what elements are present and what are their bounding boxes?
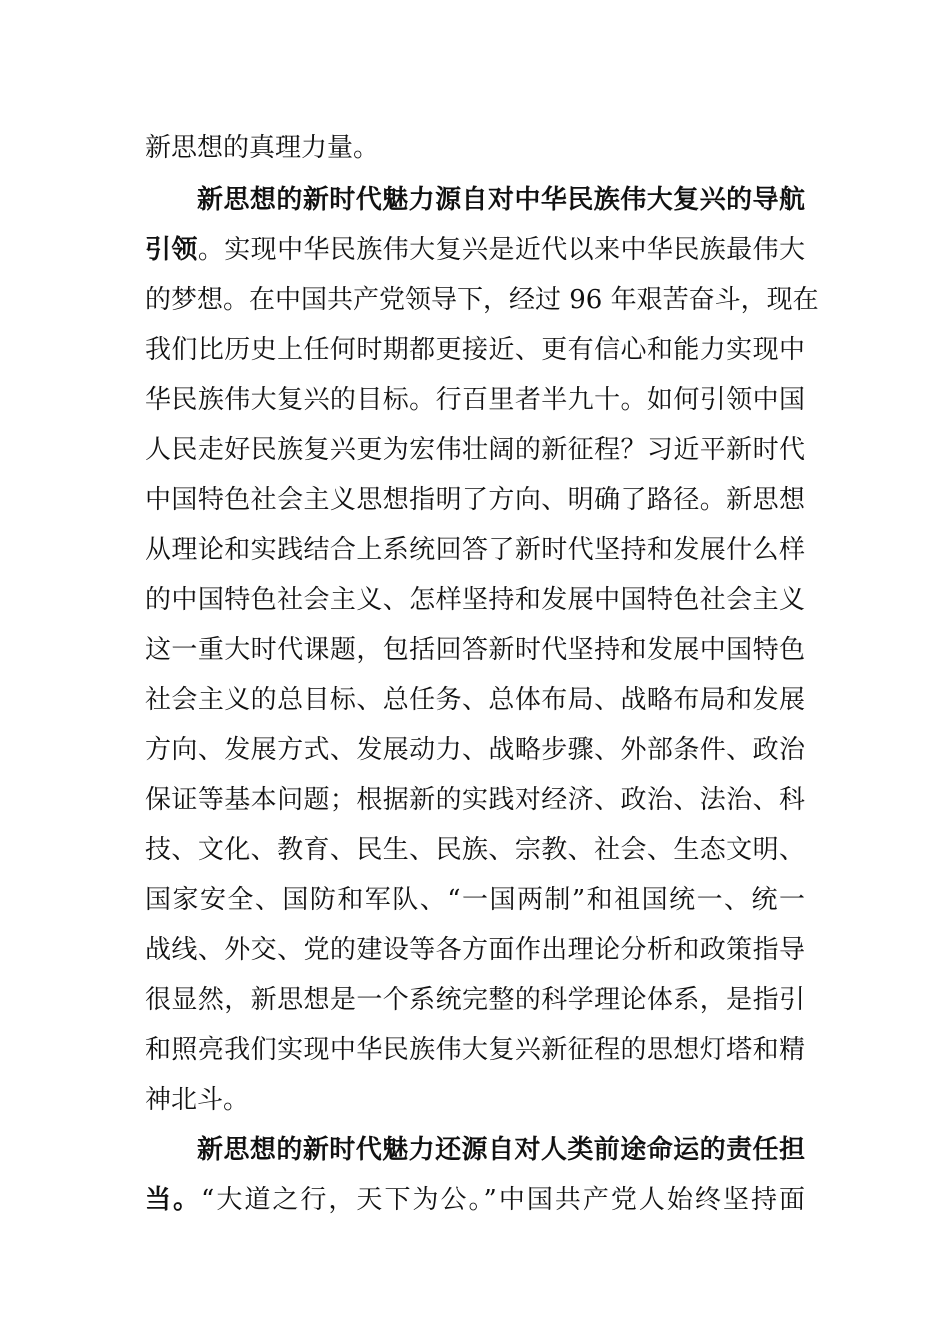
text-run: 人民走好民族复兴更为宏伟壮阔的新征程？习近平新时代 (145, 435, 805, 465)
text-run: 很显然，新思想是一个系统完整的科学理论体系，是指引 (145, 985, 805, 1015)
text-line (145, 128, 805, 168)
heading-run: 当。 (145, 1185, 202, 1215)
text-run: “大道之行，天下为公。”中国共产党人始终坚持面 (201, 1185, 805, 1215)
text-run: 这一重大时代课题，包括回答新时代坚持和发展中国特色 (145, 635, 805, 665)
text-line (145, 530, 805, 570)
text-run: 战线、外交、党的建设等各方面作出理论分析和政策指导 (145, 935, 805, 965)
text-run: 和照亮我们实现中华民族伟大复兴新征程的思想灯塔和精 (145, 1035, 805, 1065)
text-run: 神北斗。 (145, 1085, 250, 1115)
text-line (145, 980, 805, 1020)
text-run: 新思想的真理力量。 (145, 133, 380, 163)
text-line (145, 880, 805, 920)
heading-run: 新思想的新时代魅力源自对中华民族伟大复兴的导航 (197, 185, 805, 215)
text-run: 保证等基本问题；根据新的实践对经济、政治、法治、科 (145, 785, 805, 815)
text-line (145, 330, 805, 370)
text-line (145, 830, 805, 870)
text-line (145, 580, 805, 620)
text-run: 国家安全、国防和军队、“一国两制”和祖国统一、统一 (145, 885, 805, 915)
text-run: 技、文化、教育、民生、民族、宗教、社会、生态文明、 (145, 835, 805, 865)
text-line (145, 630, 805, 670)
text-line (145, 480, 805, 520)
text-line (145, 680, 805, 720)
text-run: 我们比历史上任何时期都更接近、更有信心和能力实现中 (145, 335, 805, 365)
text-line (145, 380, 805, 420)
section-heading-line (197, 1130, 805, 1170)
heading-run: 引领 (145, 235, 198, 265)
text-run: 从理论和实践结合上系统回答了新时代坚持和发展什么样 (145, 535, 805, 565)
text-line (145, 730, 805, 770)
section-heading-line (197, 180, 805, 220)
text-line (145, 1080, 805, 1120)
text-line (145, 430, 805, 470)
text-line (145, 930, 805, 970)
text-run: 。实现中华民族伟大复兴是近代以来中华民族最伟大 (197, 235, 805, 265)
text-run: 社会主义的总目标、总任务、总体布局、战略布局和发展 (145, 685, 805, 715)
text-line (145, 1180, 805, 1220)
text-line (145, 230, 805, 270)
text-run: 的梦想。在中国共产党领导下，经过 96 年艰苦奋斗，现在 (145, 285, 819, 315)
text-run: 方向、发展方式、发展动力、战略步骤、外部条件、政治 (145, 735, 805, 765)
text-line (145, 280, 819, 320)
text-line (145, 780, 805, 820)
text-run: 中国特色社会主义思想指明了方向、明确了路径。新思想 (145, 485, 805, 515)
heading-run: 新思想的新时代魅力还源自对人类前途命运的责任担 (197, 1135, 805, 1165)
text-run: 华民族伟大复兴的目标。行百里者半九十。如何引领中国 (145, 385, 805, 415)
text-line (145, 1030, 805, 1070)
text-run: 的中国特色社会主义、怎样坚持和发展中国特色社会主义 (145, 585, 805, 615)
